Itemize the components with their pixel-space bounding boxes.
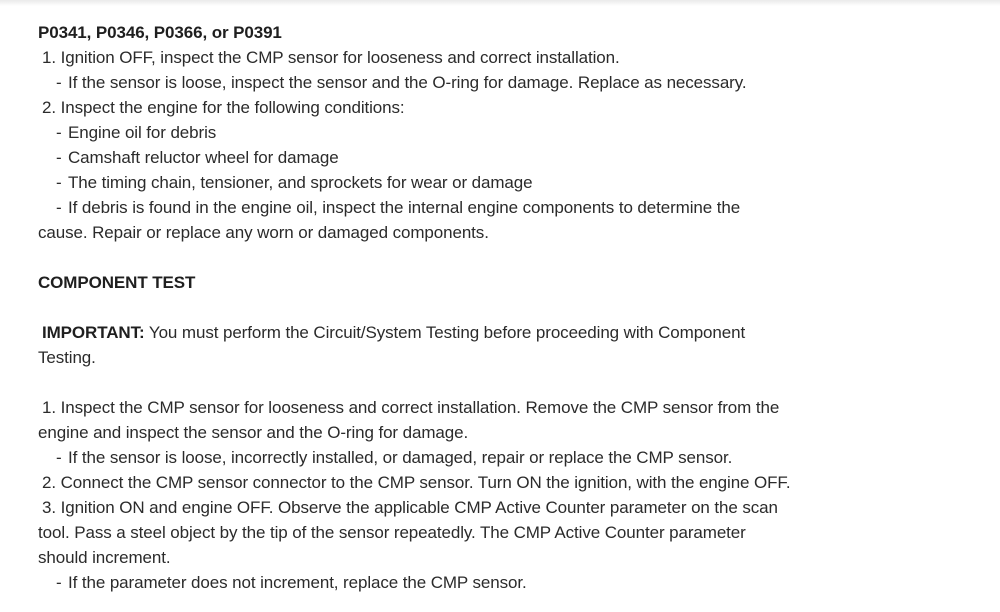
- s1-step-1: 1. Ignition OFF, inspect the CMP sensor for looseness and correct installation.: [42, 48, 620, 67]
- s2-step-1-sub-text: If the sensor is loose, incorrectly installed, or damaged, repair or replace the CMP sensor.: [68, 448, 733, 467]
- s2-step-3-cont-1: tool. Pass a steel object by the tip of the sensor repeatedly. The CMP Active Counter parameter: [38, 523, 746, 542]
- spacer: [38, 245, 828, 270]
- s1-step-1-sub: [38, 70, 828, 95]
- important-text: You must perform the Circuit/System Testing before proceeding with Component: [148, 323, 746, 342]
- s2-step-2: 2. Connect the CMP sensor connector to the CMP sensor. Turn ON the ignition, with the engine OFF.: [42, 473, 791, 492]
- component-test-heading: COMPONENT TEST: [38, 273, 196, 292]
- s1-step-2-sub-3-text: The timing chain, tensioner, and sprockets for wear or damage: [68, 173, 533, 192]
- dash-bullet: -: [56, 73, 62, 92]
- important-label: IMPORTANT:: [42, 323, 145, 342]
- dash-bullet: -: [56, 123, 62, 142]
- s2-step-1-cont: engine and inspect the sensor and the O-ring for damage.: [38, 423, 469, 442]
- s2-step-1: 1. Inspect the CMP sensor for looseness and correct installation. Remove the CMP sensor from the: [42, 398, 780, 417]
- s2-step-1-sub: [38, 445, 828, 470]
- s1-step-2-note: [38, 195, 828, 220]
- spacer: [38, 295, 828, 320]
- s1-step-2-sub-2: [38, 145, 828, 170]
- s1-step-2: 2. Inspect the engine for the following conditions:: [42, 98, 405, 117]
- spacer: [38, 370, 828, 395]
- s1-step-2-sub-3: [38, 170, 828, 195]
- s2-step-3-cont-2: should increment.: [38, 548, 171, 567]
- s1-step-2-sub-1: [38, 120, 828, 145]
- s1-step-2-sub-2-text: Camshaft reluctor wheel for damage: [68, 148, 339, 167]
- s1-step-2-note-cont: cause. Repair or replace any worn or damaged components.: [38, 223, 489, 242]
- s2-step-3: 3. Ignition ON and engine OFF. Observe the applicable CMP Active Counter parameter on the scan: [42, 498, 778, 517]
- codes-heading: P0341, P0346, P0366, or P0391: [38, 23, 282, 42]
- dash-bullet: -: [56, 573, 62, 592]
- dash-bullet: -: [56, 448, 62, 467]
- s2-step-3-sub-text: If the parameter does not increment, replace the CMP sensor.: [68, 573, 527, 592]
- s2-step-3-sub: [38, 570, 828, 595]
- s1-step-1-sub-text: If the sensor is loose, inspect the sensor and the O-ring for damage. Replace as necessary.: [68, 73, 747, 92]
- s1-step-2-sub-1-text: Engine oil for debris: [68, 123, 217, 142]
- document-body: [38, 20, 828, 595]
- important-note: [38, 320, 828, 345]
- dash-bullet: -: [56, 173, 62, 192]
- dash-bullet: -: [56, 148, 62, 167]
- important-note-cont: Testing.: [38, 348, 96, 367]
- dash-bullet: -: [56, 198, 62, 217]
- top-shadow: [0, 0, 1000, 6]
- s1-step-2-note-text: If debris is found in the engine oil, inspect the internal engine components to determine the: [68, 198, 741, 217]
